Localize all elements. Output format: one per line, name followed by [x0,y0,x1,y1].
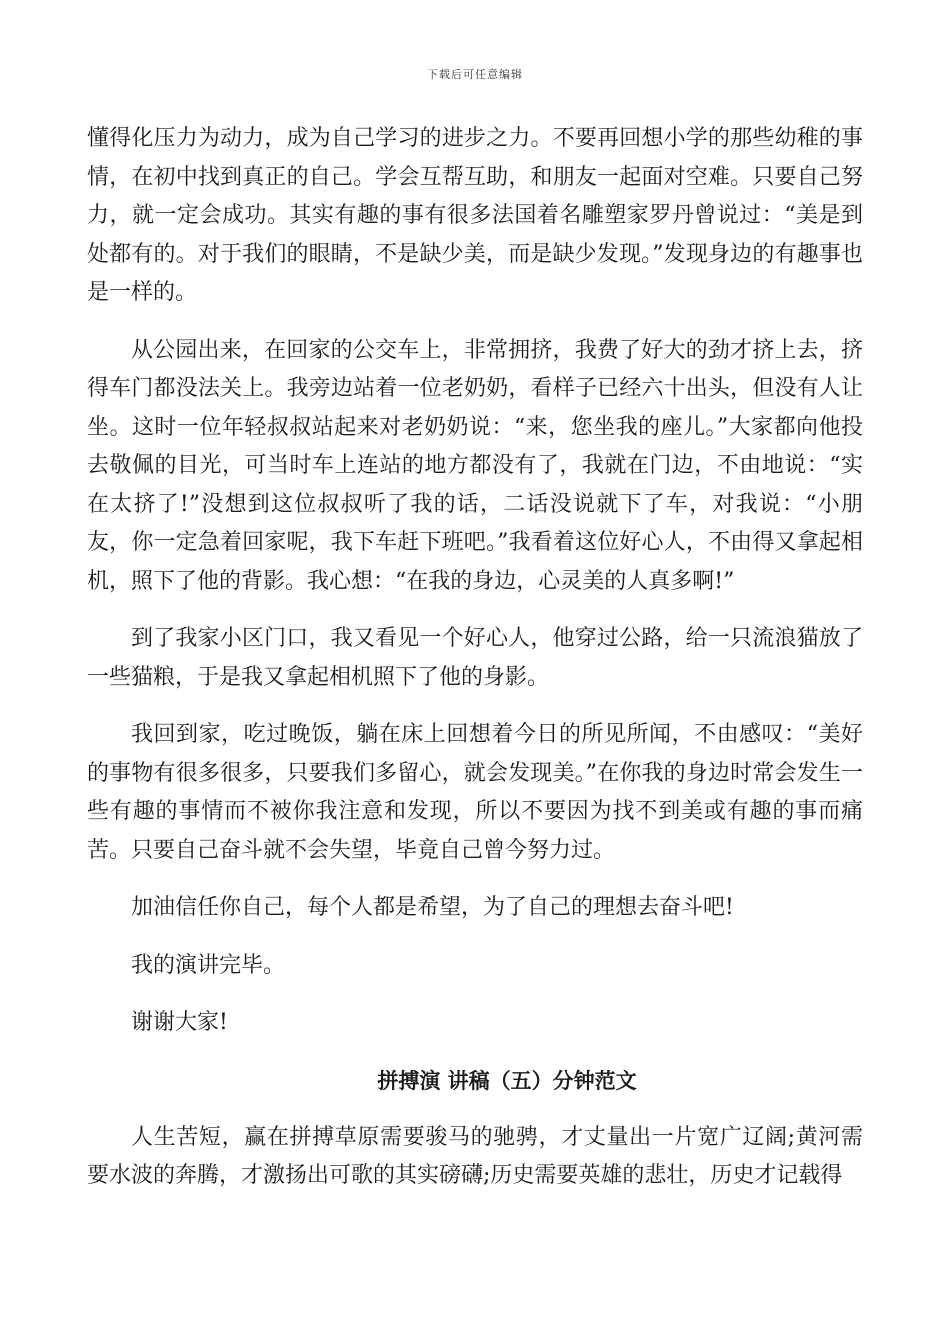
paragraph-3: 到了我家小区门口，我又看见一个好心人，他穿过公路，给一只流浪猫放了一些猫粮，于是我又拿起相机照下了他的身影。 [87,626,863,690]
page-header-note: 下载后可任意编辑 [427,68,523,81]
paragraph-1: 懂得化压力为动力，成为自己学习的进步之力。不要再回想小学的那些幼稚的事情，在初中找到真正的自己。学会互帮互助，和朋友一起面对空难。只要自己努力，就一定会成功。其实有趣的事有很多法国着名雕塑家罗丹曾说过：“美是到处都有的。对于我们的眼睛，不是缺少美，而是缺少发现。”发现身边的有趣事也是一样的。 [87,126,863,305]
document-body [87,120,863,1215]
paragraph-7: 谢谢大家! [131,1010,228,1035]
paragraph-4: 我回到家，吃过晚饭，躺在床上回想着今日的所见所闻，不由感叹：“美好的事物有很多很多，只要我们多留心，就会发现美。”在你我的身边时常会发生一些有趣的事情而不被你我注意和发现，所以不要因为找不到美或有趣的事而痛苦。只要自己奋斗就不会失望，毕竟自己曾今努力过。 [87,722,863,863]
section-title: 拼搏演 讲稿（五）分钟范文 [377,1068,637,1093]
paragraph-6: 我的演讲完毕。 [131,952,286,978]
section-paragraph-1: 人生苦短，赢在拼搏草原需要骏马的驰骋，才丈量出一片宽广辽阔;黄河需要水波的奔腾，才激扬出可歌的其实磅礴;历史需要英雄的悲壮，历史才记载得 [87,1124,863,1188]
paragraph-2: 从公园出来，在回家的公交车上，非常拥挤，我费了好大的劲才挤上去，挤得车门都没法关上。我旁边站着一位老奶奶，看样子已经六十出头，但没有人让坐。这时一位年轻叔叔站起来对老奶奶说：“来，您坐我的座儿。”大家都向他投去敬佩的目光，可当时车上连站的地方都没有了，我就在门边，不由地说：“实在太挤了!”没想到这位叔叔听了我的话，二话没说就下了车，对我说：“小朋友，你一定急着回家呢，我下车赶下班吧。”我看着这位好心人，不由得又拿起相机，照下了他的背影。我心想：“在我的身边，心灵美的人真多啊!” [87,337,863,594]
paragraph-5: 加油信任你自己，每个人都是希望，为了自己的理想去奋斗吧! [131,895,734,920]
